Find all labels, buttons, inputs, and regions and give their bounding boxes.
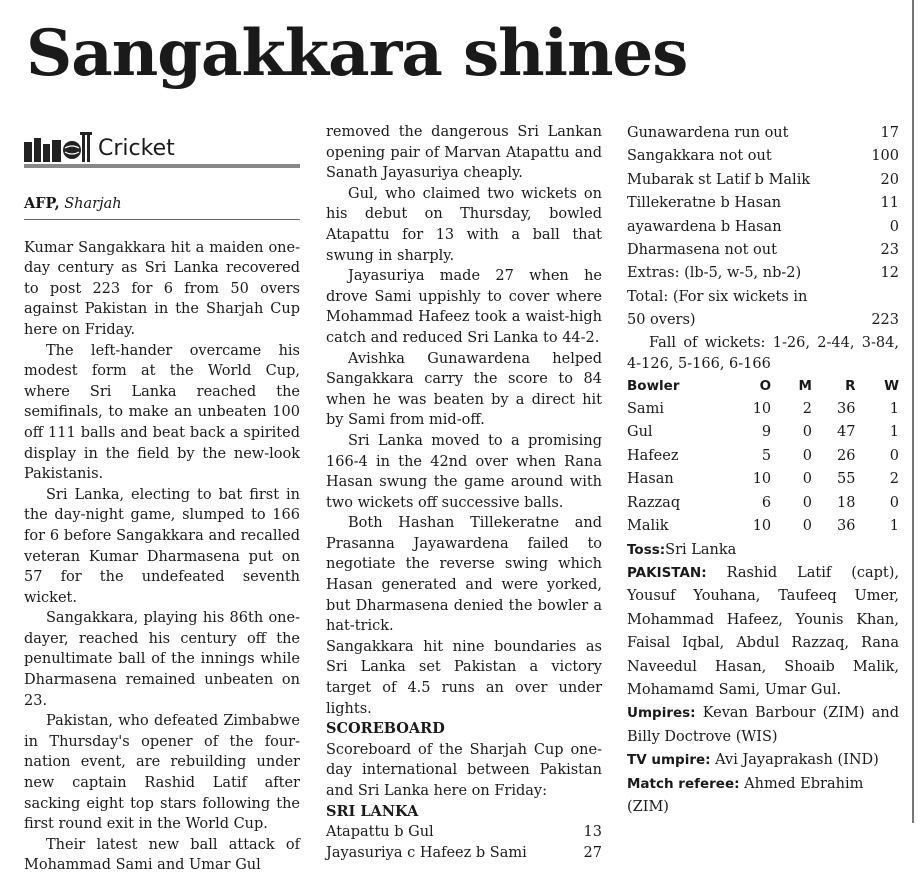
overs: 5	[761, 447, 772, 464]
section-label: Cricket	[98, 136, 175, 161]
paragraph: Sangakkara, playing his 86th one-dayer, reached his century off the penultimate ball of the innings while Dharmasena remained unbeaten on 23.	[24, 610, 300, 709]
runs: 55	[837, 471, 856, 488]
wickets: 0	[889, 494, 899, 511]
batsman: Gunawardena run out	[627, 125, 789, 141]
paragraph: Sangakkara hit nine boundaries as Sri Lanka set Pakistan a victory target of 4.5 runs an over under lights.	[326, 638, 602, 717]
col-header: M	[798, 377, 812, 394]
section-rule	[24, 164, 300, 168]
bowling-row	[627, 515, 899, 538]
bowling-table	[627, 375, 899, 539]
bowling-header-row	[627, 375, 899, 398]
maidens: 0	[802, 494, 812, 511]
maidens: 0	[802, 518, 812, 535]
col-header: R	[845, 377, 856, 394]
headline: Sangakkara shines	[26, 16, 688, 91]
batsman-runs: 20	[880, 171, 899, 188]
batsman: Atapattu b Gul	[326, 824, 434, 841]
batsman-runs: 13	[583, 824, 602, 841]
paragraph: Avishka Gunawardena helped Sangakkara carry the score to 84 when he was beaten by a direct hit by Sami from mid-off.	[326, 350, 602, 429]
wickets: 1	[889, 518, 899, 535]
toss-line	[627, 539, 899, 562]
byline-agency: AFP,	[24, 195, 60, 212]
tv-umpire-value: Avi Jayaprakash (IND)	[715, 752, 879, 769]
overs: 9	[761, 424, 772, 441]
batting-row	[627, 192, 899, 215]
batsman: Sangakkara not out	[627, 148, 772, 165]
paragraph: Sri Lanka, electing to bat first in the day-night game, slumped to 166 for 6 before Sangakkara and recalled veteran Kumar Dharmasena put on 57 for the undefeated seventh wicket.	[24, 486, 300, 606]
bowler: Sami	[627, 401, 664, 418]
page-edge-rule	[912, 0, 914, 823]
maidens: 0	[802, 447, 812, 464]
scoreboard-heading: SCOREBOARD	[326, 720, 445, 738]
overs: 10	[752, 401, 772, 418]
maidens: 0	[802, 471, 812, 488]
batting-row	[627, 145, 899, 168]
pakistan-squad	[627, 562, 899, 702]
runs: 18	[837, 494, 856, 511]
maidens: 2	[802, 401, 812, 418]
total-line-1: Total: (For six wickets in	[627, 288, 808, 305]
bowler: Razzaq	[627, 494, 681, 511]
bowling-row	[627, 492, 899, 515]
paragraph: Jayasuriya made 27 when he drove Sami uppishly to cover where Mohammad Hafeez took a waist-high catch and reduced Sri Lanka to 44-2.	[326, 268, 602, 346]
bowling-row	[627, 468, 899, 491]
runs: 47	[837, 424, 856, 441]
total-line-2: 50 overs)	[627, 312, 696, 329]
byline-place: Sharjah	[64, 196, 122, 212]
paragraph: Both Hashan Tillekeratne and Prasanna Jayawardena failed to negotiate the reverse swing which Hasan generated and were yorked, but Dharmasena denied the bowler a hat-trick.	[326, 515, 602, 635]
bowling-row	[627, 445, 899, 468]
team-heading: SRI LANKA	[326, 802, 419, 820]
batsman-runs: 11	[880, 195, 899, 212]
match-referee-value: Ahmed Ebrahim (ZIM)	[627, 775, 864, 815]
umpires-line	[627, 702, 899, 749]
bowler: Hafeez	[627, 447, 679, 464]
batting-row	[326, 822, 602, 843]
overs: 10	[752, 518, 772, 535]
batting-row	[627, 239, 899, 262]
batting-row	[627, 169, 899, 192]
col-header: Bowler	[627, 377, 680, 394]
match-referee-label: Match referee:	[627, 775, 740, 792]
cricket-logo-icon	[24, 130, 94, 162]
bowling-row	[627, 421, 899, 444]
batsman-runs: 100	[871, 148, 899, 165]
total-runs: 223	[871, 312, 899, 329]
bowling-row	[627, 398, 899, 421]
paragraph: Their latest new ball attack of Mohammad Sami and Umar Gul	[24, 836, 300, 874]
batting-row	[627, 216, 899, 239]
wickets: 1	[889, 424, 899, 441]
byline	[24, 194, 300, 215]
column-1	[24, 128, 300, 876]
maidens: 0	[802, 424, 812, 441]
umpires-label: Umpires:	[627, 705, 696, 722]
bowler: Gul	[627, 424, 653, 441]
batsman: Dharmasena not out	[627, 242, 777, 259]
pakistan-label: PAKISTAN:	[627, 564, 707, 581]
batsman: Tillekeratne b Hasan	[627, 195, 782, 212]
paragraph: Pakistan, who defeated Zimbabwe in Thursday's opener of the four-nation event, are rebuilding under new captain Rashid Latif after sacking eight top stars following the first round exit in the World Cup.	[24, 713, 300, 833]
paragraph: removed the dangerous Sri Lankan opening pair of Marvan Atapattu and Sanath Jayasuriya cheaply.	[326, 124, 602, 182]
runs: 36	[837, 401, 856, 418]
batsman-runs: 27	[583, 844, 602, 861]
overs: 10	[752, 471, 772, 488]
toss-value: Sri Lanka	[665, 541, 737, 558]
tv-umpire-line	[627, 749, 899, 772]
toss-label: Toss:	[627, 541, 666, 558]
column-3	[627, 122, 899, 819]
paragraph: Kumar Sangakkara hit a maiden one-day century as Sri Lanka recovered to post 223 for 6 from 50 overs against Pakistan in the Sharjah Cup here on Friday.	[24, 239, 300, 338]
umpires-value: Kevan Barbour (ZIM) and Billy Doctrove (WIS)	[627, 705, 899, 745]
batsman: Jayasuriya c Hafeez b Sami	[326, 844, 527, 861]
wickets: 2	[889, 471, 899, 488]
column-2	[326, 122, 602, 863]
wickets: 0	[889, 447, 899, 464]
wickets: 1	[889, 401, 899, 418]
batting-row	[627, 122, 899, 145]
paragraph: Sri Lanka moved to a promising 166-4 in the 42nd over when Rana Hasan swung the game around with two wickets off successive balls.	[326, 432, 602, 511]
batsman-runs: 23	[880, 242, 899, 259]
batsman: ayawardena b Hasan	[627, 218, 782, 235]
byline-rule	[24, 219, 300, 220]
bowler: Malik	[627, 518, 669, 535]
tv-umpire-label: TV umpire:	[627, 752, 711, 769]
batsman-runs: 0	[889, 218, 899, 235]
extras-row	[627, 262, 899, 285]
batting-row	[326, 843, 602, 864]
fall-of-wickets: Fall of wickets: 1-26, 2-44, 3-84, 4-126, 5-166, 6-166	[627, 334, 899, 372]
overs: 6	[761, 494, 772, 511]
runs: 26	[837, 447, 856, 464]
pakistan-players: Rashid Latif (capt), Yousuf Youhana, Taufeeq Umer, Mohammad Hafeez, Younis Khan, Faisal Iqbal, Abdul Razzaq, Rana Naveedul Hasan, Shoaib Malik, Mohamamd Sami, Umar Gul.	[627, 564, 900, 698]
runs: 36	[837, 518, 856, 535]
match-referee-line	[627, 773, 899, 820]
batsman: Mubarak st Latif b Malik	[627, 171, 811, 188]
scoreboard-intro: Scoreboard of the Sharjah Cup one-day international between Pakistan and Sri Lanka here on Friday:	[326, 741, 602, 799]
total-row	[627, 309, 899, 332]
extras-runs: 12	[880, 265, 899, 282]
col-header: O	[759, 377, 772, 394]
col-header: W	[884, 377, 899, 394]
paragraph: Gul, who claimed two wickets on his debut on Thursday, bowled Atapattu for 13 with a ball that swung in sharply.	[326, 185, 602, 264]
bowler: Hasan	[627, 471, 674, 488]
extras: Extras: (lb-5, w-5, nb-2)	[627, 265, 802, 282]
paragraph: The left-hander overcame his modest form at the World Cup, where Sri Lanka reached the semifinals, to make an unbeaten 100 off 111 balls and beat back a spirited display in the field by the new-look Pakistanis.	[24, 342, 300, 483]
batsman-runs: 17	[880, 125, 899, 141]
section-header	[24, 128, 300, 162]
